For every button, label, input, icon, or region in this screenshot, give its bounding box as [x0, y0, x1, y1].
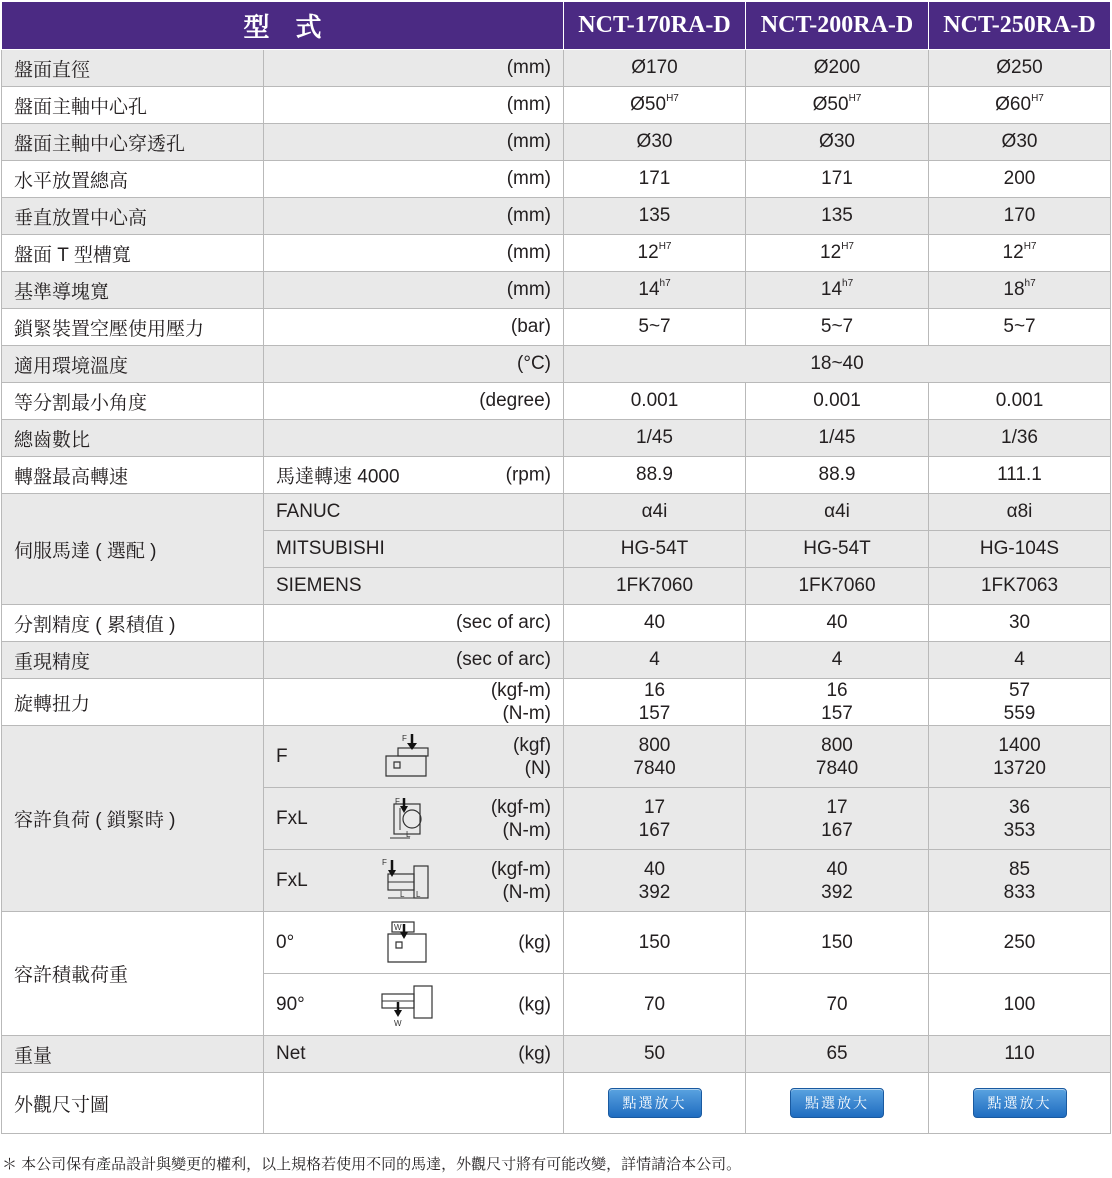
value-cell: 0.001 [564, 383, 746, 420]
value-cell: 135 [564, 198, 746, 235]
value-cell: 17 167 [746, 788, 929, 850]
value-cell: HG-54T [564, 531, 746, 568]
row-unit: (kg) [518, 1043, 552, 1065]
value-cell: 171 [564, 161, 746, 198]
row-clamp-pressure [2, 309, 1111, 346]
row-label: 容許積載荷重 [2, 912, 264, 1036]
value-cell: 57 559 [929, 679, 1111, 726]
model-header-1: NCT-170RA-D [564, 2, 746, 50]
sub-label: FANUC [264, 494, 564, 531]
row-sub [264, 1073, 564, 1134]
row-horizontal-height [2, 161, 1111, 198]
row-label: 伺服馬達 ( 選配 ) [2, 494, 264, 605]
value-cell: 36 353 [929, 788, 1111, 850]
row-unit: (sec of arc) [264, 605, 564, 642]
row-label: 重量 [2, 1036, 264, 1073]
value-cell: 50 [564, 1036, 746, 1073]
value-cell: 4 [929, 642, 1111, 679]
value-cell [746, 1073, 929, 1134]
value-cell: HG-104S [929, 531, 1111, 568]
value-cell: $12^{H7}$ [746, 235, 929, 272]
row-through-bore [2, 124, 1111, 161]
value-cell: 111.1 [929, 457, 1111, 494]
row-label: 鎖緊裝置空壓使用壓力 [2, 309, 264, 346]
value-cell: Ø170 [564, 50, 746, 87]
svg-text:L: L [400, 889, 405, 899]
value-cell: Ø30 [564, 124, 746, 161]
value-cell: 1FK7060 [746, 568, 929, 605]
row-label: 盤面主軸中心孔 [2, 87, 264, 124]
row-unit: (sec of arc) [264, 642, 564, 679]
row-t-slot [2, 235, 1111, 272]
value-cell: 88.9 [564, 457, 746, 494]
row-unit: (mm) [264, 50, 564, 87]
row-spindle-bore [2, 87, 1111, 124]
row-label: 基準導塊寬 [2, 272, 264, 309]
sub-label: SIEMENS [264, 568, 564, 605]
row-sub [264, 457, 564, 494]
row-unit: (bar) [264, 309, 564, 346]
row-weight [2, 1036, 1111, 1073]
value-cell: 4 [746, 642, 929, 679]
value-cell: 5~7 [564, 309, 746, 346]
value-cell: 65 [746, 1036, 929, 1073]
row-payload-0deg [2, 912, 1111, 974]
value-cell: Ø30 [746, 124, 929, 161]
value-cell: 40 [746, 605, 929, 642]
value-cell: $Ø60^{H7}$ [929, 87, 1111, 124]
row-unit: (kg) [518, 994, 552, 1015]
row-unit: (kgf-m) (N-m) [264, 679, 564, 726]
row-table-diameter [2, 50, 1111, 87]
footnote: ＊ 本公司保有產品設計與變更的權利，以上規格若使用不同的馬達，外觀尺寸將有可能改變，詳情請洽本公司。 [2, 1156, 742, 1173]
sub-label: MITSUBISHI [264, 531, 564, 568]
value-cell: 70 [746, 974, 929, 1036]
value-cell: Ø200 [746, 50, 929, 87]
sub-label: FxL [276, 807, 308, 829]
row-sub [264, 1036, 564, 1073]
row-label: 等分割最小角度 [2, 383, 264, 420]
row-max-speed [2, 457, 1111, 494]
value-cell: 16 157 [746, 679, 929, 726]
row-unit: (mm) [264, 198, 564, 235]
row-unit: (mm) [264, 161, 564, 198]
row-index-accuracy [2, 605, 1111, 642]
value-cell: 40 392 [564, 850, 746, 912]
moment-load-horizontal-diagram-icon [376, 856, 436, 906]
row-unit: (mm) [264, 124, 564, 161]
svg-text:F: F [382, 857, 387, 867]
row-label: 盤面直徑 [2, 50, 264, 87]
value-cell: 16 157 [564, 679, 746, 726]
value-cell: $14^{h7}$ [564, 272, 746, 309]
row-label: 盤面 T 型槽寬 [2, 235, 264, 272]
value-cell: 250 [929, 912, 1111, 974]
row-load-axial [2, 726, 1111, 788]
row-label: 分割精度 ( 累積值 ) [2, 605, 264, 642]
row-unit: (kgf-m) (N-m) [490, 858, 552, 903]
value-cell: 4 [564, 642, 746, 679]
value-cell: Ø250 [929, 50, 1111, 87]
value-cell: 70 [564, 974, 746, 1036]
value-cell: 800 7840 [564, 726, 746, 788]
row-sub [264, 788, 564, 850]
row-unit: (rpm) [505, 464, 552, 486]
value-cell [929, 1073, 1111, 1134]
row-unit: (kg) [518, 932, 552, 953]
value-cell: $Ø50^{H7}$ [564, 87, 746, 124]
value-cell: α4i [564, 494, 746, 531]
row-unit [264, 420, 564, 457]
value-cell: 100 [929, 974, 1111, 1036]
zoom-button-model-2[interactable]: 點選放大 [790, 1088, 884, 1118]
value-cell [564, 1073, 746, 1134]
row-vertical-center [2, 198, 1111, 235]
row-label: 轉盤最高轉速 [2, 457, 264, 494]
row-repeatability [2, 642, 1111, 679]
row-unit: (degree) [264, 383, 564, 420]
model-header-3: NCT-250RA-D [929, 2, 1111, 50]
value-cell: 1FK7063 [929, 568, 1111, 605]
value-cell: 40 392 [746, 850, 929, 912]
value-cell: $Ø50^{H7}$ [746, 87, 929, 124]
value-cell: 88.9 [746, 457, 929, 494]
row-unit: (kgf-m) (N-m) [490, 796, 552, 841]
value-cell: 1/45 [564, 420, 746, 457]
value-cell: 5~7 [929, 309, 1111, 346]
row-label: 水平放置總高 [2, 161, 264, 198]
value-cell: 150 [746, 912, 929, 974]
value-cell: $18^{h7}$ [929, 272, 1111, 309]
row-unit: (°C) [264, 346, 564, 383]
value-cell: 0.001 [929, 383, 1111, 420]
row-sub [264, 726, 564, 788]
value-cell: HG-54T [746, 531, 929, 568]
row-unit: (kgf) (N) [513, 734, 552, 779]
value-cell: 5~7 [746, 309, 929, 346]
value-cell: 1FK7060 [564, 568, 746, 605]
payload-horizontal-diagram-icon [376, 918, 436, 968]
row-label: 重現精度 [2, 642, 264, 679]
model-header-2: NCT-200RA-D [746, 2, 929, 50]
zoom-button-model-1[interactable]: 點選放大 [608, 1088, 702, 1118]
row-label: 適用環境溫度 [2, 346, 264, 383]
row-servo-fanuc [2, 494, 1111, 531]
sub-label: FxL [276, 869, 308, 891]
value-cell: 30 [929, 605, 1111, 642]
value-cell: $14^{h7}$ [746, 272, 929, 309]
sub-label: 0° [276, 931, 295, 953]
row-label: 垂直放置中心高 [2, 198, 264, 235]
row-unit: (mm) [264, 235, 564, 272]
row-guide-block [2, 272, 1111, 309]
payload-vertical-diagram-icon [376, 980, 436, 1030]
row-sub [264, 912, 564, 974]
row-unit: (mm) [264, 272, 564, 309]
value-cell: 0.001 [746, 383, 929, 420]
row-gear-ratio [2, 420, 1111, 457]
value-cell: $12^{H7}$ [929, 235, 1111, 272]
type-header: 型 式 [2, 2, 564, 50]
header-row [2, 2, 1111, 50]
row-temperature [2, 346, 1111, 383]
row-label: 總齒數比 [2, 420, 264, 457]
value-cell: α8i [929, 494, 1111, 531]
row-label: 盤面主軸中心穿透孔 [2, 124, 264, 161]
value-cell: 171 [746, 161, 929, 198]
value-cell: 170 [929, 198, 1111, 235]
svg-text:W: W [394, 1018, 402, 1028]
value-cell: 1/45 [746, 420, 929, 457]
sub-label: F [276, 745, 288, 767]
value-cell: 1/36 [929, 420, 1111, 457]
moment-load-vertical-diagram-icon [376, 794, 436, 844]
row-sub [264, 974, 564, 1036]
value-cell: $12^{H7}$ [564, 235, 746, 272]
row-unit: (mm) [264, 87, 564, 124]
value-cell: 85 833 [929, 850, 1111, 912]
value-cell: 1400 13720 [929, 726, 1111, 788]
sub-label: Net [276, 1043, 306, 1064]
value-cell: 110 [929, 1036, 1111, 1073]
row-label: 外觀尺寸圖 [2, 1073, 264, 1134]
row-label: 容許負荷 ( 鎖緊時 ) [2, 726, 264, 912]
zoom-button-model-3[interactable]: 點選放大 [973, 1088, 1067, 1118]
svg-text:F: F [402, 733, 407, 743]
value-cell: 40 [564, 605, 746, 642]
row-min-angle [2, 383, 1111, 420]
svg-text:F: F [395, 796, 400, 806]
row-dimensions [2, 1073, 1111, 1134]
value-cell: 135 [746, 198, 929, 235]
spec-table [1, 1, 1111, 1134]
sub-label: 馬達轉速 4000 [276, 466, 400, 488]
value-cell: Ø30 [929, 124, 1111, 161]
svg-text:L: L [406, 829, 411, 839]
value-cell: 17 167 [564, 788, 746, 850]
value-cell: 18~40 [564, 346, 1111, 383]
value-cell: 200 [929, 161, 1111, 198]
row-torque [2, 679, 1111, 726]
row-label: 旋轉扭力 [2, 679, 264, 726]
row-sub [264, 850, 564, 912]
value-cell: α4i [746, 494, 929, 531]
svg-text:L: L [416, 889, 421, 899]
value-cell: 150 [564, 912, 746, 974]
sub-label: 90° [276, 993, 305, 1015]
value-cell: 800 7840 [746, 726, 929, 788]
svg-text:W: W [394, 922, 402, 932]
axial-load-diagram-icon [376, 732, 436, 782]
